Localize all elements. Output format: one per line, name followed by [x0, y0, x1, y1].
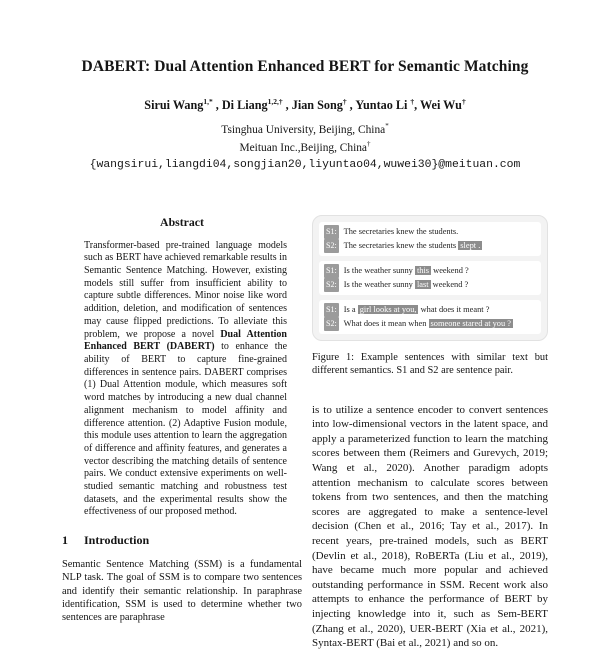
highlighted-token: someone stared at you ?: [430, 318, 511, 328]
sentence-line: S1: Is the weather sunny this weekend ?: [324, 264, 536, 278]
right-column: [312, 215, 548, 651]
introduction-text: Semantic Sentence Matching (SSM) is a fundamental NLP task. The goal of SSM is to compare two sentences and identify their semantic relationship. In paraphrase identification, SSM is used to determine whether two sentences are paraphrase: [62, 559, 302, 623]
sentence-label: S2:: [324, 278, 339, 292]
paper-header: [62, 58, 548, 171]
sentence-label: S2:: [324, 239, 339, 253]
left-column: [62, 215, 302, 651]
author-3-superscript: †: [342, 97, 347, 106]
sentence-line: S2: What does it mean when someone stared at you ?: [324, 317, 536, 331]
author-4-superscript: †: [410, 97, 415, 106]
author-2-superscript: 1,2,†: [267, 97, 283, 106]
author-1: Sirui Wang$^{1,*}$ ,: [144, 97, 222, 113]
abstract-heading: Abstract: [160, 214, 204, 229]
sentence-line: S1: The secretaries knew the students.: [324, 225, 536, 239]
abstract-text: [84, 240, 287, 519]
author-1-superscript: 1,*: [203, 97, 213, 106]
affiliation-meituan-superscript: †: [367, 139, 371, 148]
right-column-text: is to utilize a sentence encoder to convert sentences into low-dimensional vectors in the latent space, and apply a parameterized function to learn the matching scores between them (Reimers and Gurevych, 2019; Wang et al., 2020). Another paradigm adopts attention mechanism to calculate scores between tokens from two sentences, and then the matching scores are aggregated to make a sentence-level decision (Chen et al., 2016; Tay et al., 2017). In recent years, pre-trained models, such as BERT (Devlin et al., 2018), RoBERTa (Liu et al., 2019), have became much more popular and achieved outstanding performance in SSM. Recent work also attempts to enhance the performance of BERT by injecting knowledge into it, such as Sem-BERT (Zhang et al., 2020), UER-BERT (Xia et al., 2021), Syntax-BERT (Bai et al., 2021) and so on.: [312, 403, 548, 650]
author-4: Yuntao Li †,: [355, 97, 421, 113]
email-line: {wangsirui,liangdi04,songjian20,liyuntao04,wuwei30}@meituan.com: [89, 158, 521, 171]
figure-1: [312, 215, 548, 378]
author-5: Wei Wu†: [420, 97, 466, 113]
affiliation-tsinghua: Tsinghua University, Beijing, China*: [221, 122, 389, 136]
affiliation-meituan: Meituan Inc.,Beijing, China†: [239, 139, 371, 154]
affiliation-tsinghua-superscript: *: [385, 122, 389, 131]
section-title: Introduction: [84, 533, 150, 548]
sentence-label: S2:: [324, 317, 339, 331]
author-line: [62, 97, 548, 113]
sentence-line: S1: Is a girl looks at you, what does it meant ?: [324, 303, 536, 317]
highlighted-token: slept .: [460, 240, 481, 250]
highlighted-token: this: [416, 265, 430, 275]
paper-title: DABERT: Dual Attention Enhanced BERT for Semantic Matching: [81, 58, 529, 75]
figure-1-caption: Figure 1: Example sentences with similar text but different semantics. S1 and S2 are sentence pair.: [312, 351, 548, 377]
sentence-pair-panel-1: [319, 222, 541, 256]
abstract-text-before-bold: Transformer-based pre-trained language models such as BERT have achieved remarkable results in Semantic Sentence Matching. However, existing models still suffer from insufficient ability to capture subtle differences. Minor noise like word addition, deletion, and modification of sentences may cause flipped predictions. To alleviate this problem, we propose a novel: [84, 239, 287, 340]
sentence-pair-panel-2: [319, 261, 541, 295]
section-number: 1: [62, 533, 68, 548]
highlighted-token: girl looks at you,: [359, 304, 417, 314]
introduction-section-heading: [62, 533, 302, 548]
sentence-label: S1:: [324, 264, 339, 278]
abstract-text-after-bold: to enhance the ability of BERT to capture fine-grained differences in sentence pairs. DABERT comprises (1) Dual Attention module, which measures soft word matches by introducing a new dual channel alignment mechanism to model affinity and difference attention. (2) Adaptive Fusion module, this module uses attention to learn the aggregation of difference and affinity features, and generates a vector describing the matching details of sentence pairs. We conduct extensive experiments on well-studied semantic matching and robustness test datasets, and the experimental results show the effectiveness of our proposed method.: [84, 341, 288, 518]
sentence-line: S2: Is the weather sunny last weekend ?: [324, 278, 536, 292]
sentence-label: S1:: [324, 303, 339, 317]
sentence-label: S1:: [324, 225, 339, 239]
author-5-superscript: †: [461, 97, 466, 106]
sentence-pair-panel-3: [319, 300, 541, 334]
sentence-line: S2: The secretaries knew the students slept .: [324, 239, 536, 253]
two-column-body: [62, 215, 548, 651]
abstract-bold-phrase: Dual Attention Enhanced BERT (DABERT): [84, 328, 287, 353]
highlighted-token: last: [416, 279, 429, 289]
figure-1-box: [312, 215, 548, 341]
author-2: Di Liang$^{1,2,\dagger}$ ,: [221, 97, 292, 113]
author-3: Jian Song† ,: [291, 97, 356, 113]
